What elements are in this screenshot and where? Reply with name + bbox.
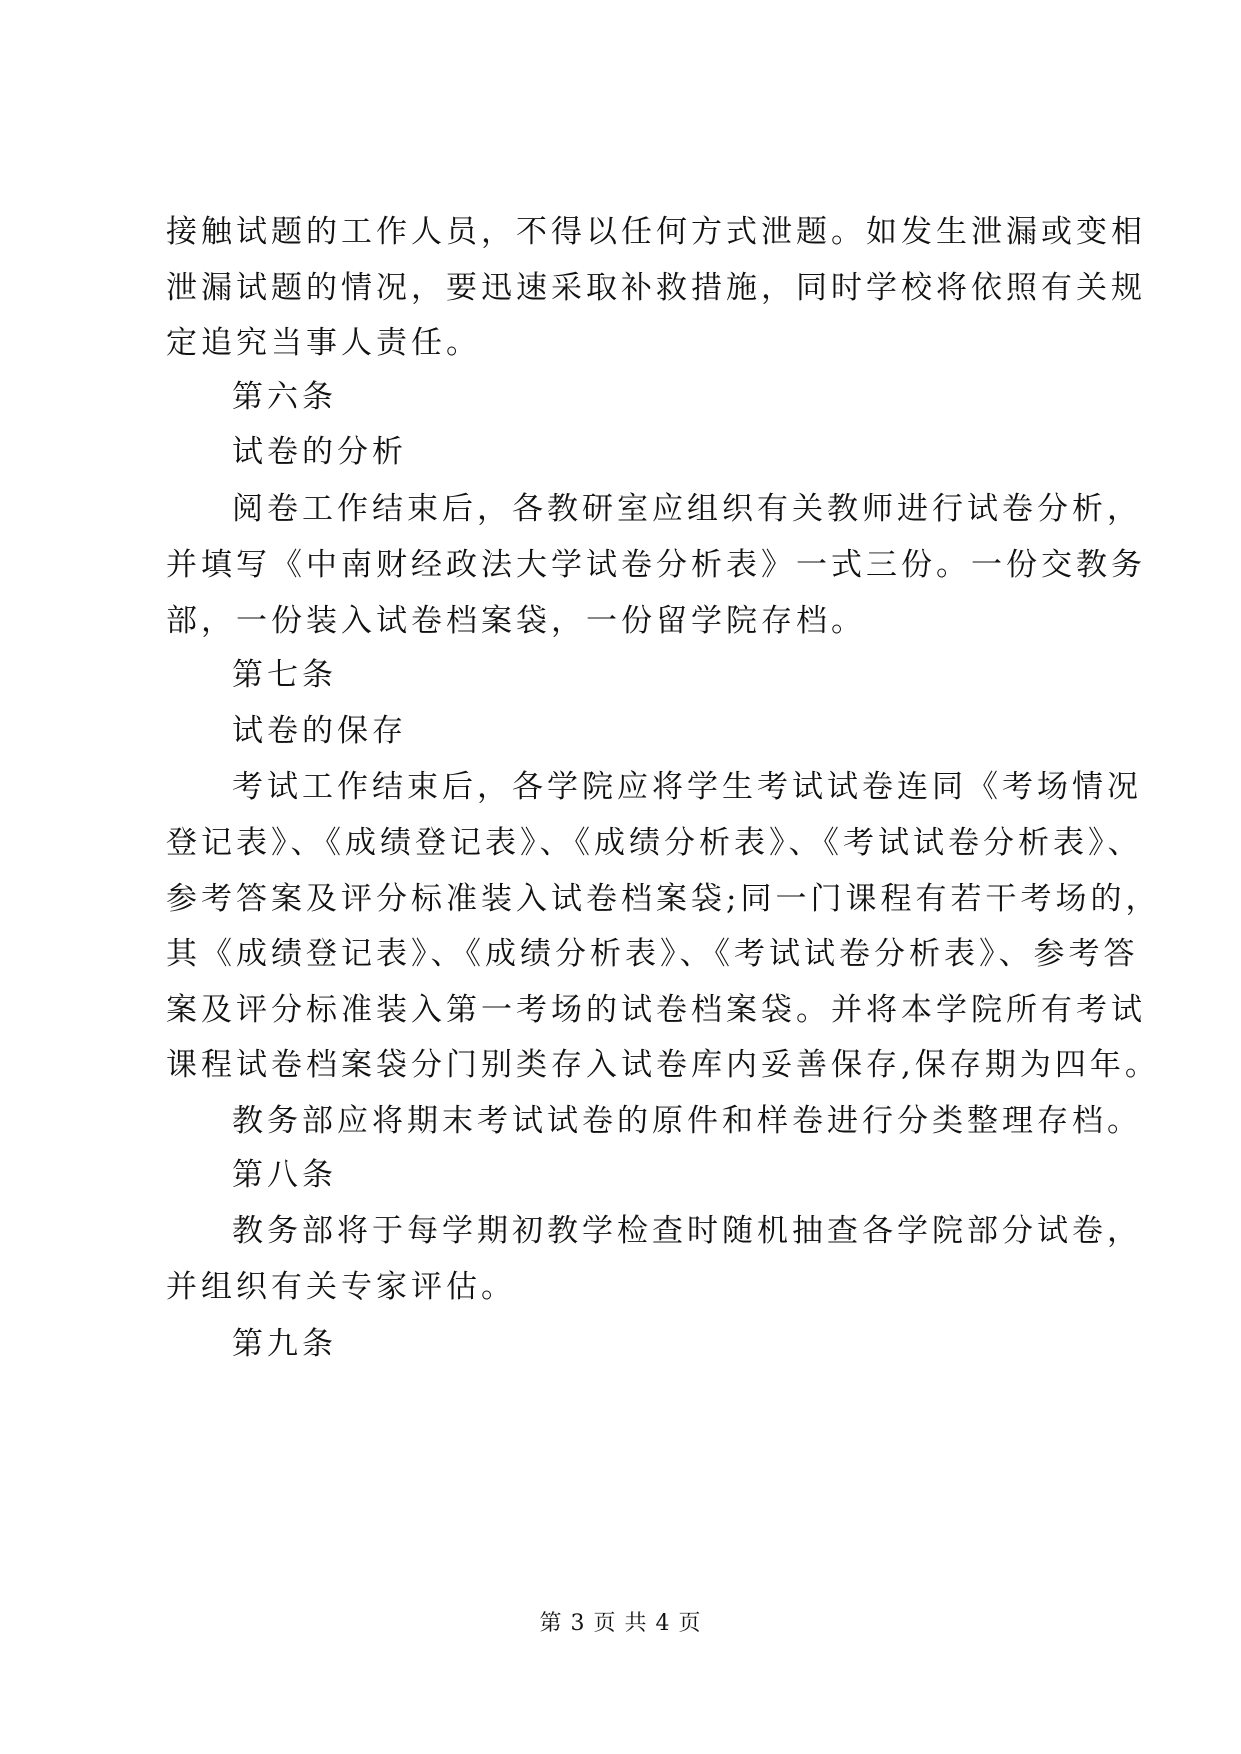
body-text-line: 案及评分标准装入第一考场的试卷档案袋。并将本学院所有考试 [166, 992, 1146, 1028]
article-heading: 第九条 [232, 1326, 337, 1362]
article-heading: 第八条 [232, 1157, 337, 1193]
body-text-line: 阅卷工作结束后，各教研室应组织有关教师进行试卷分析， [232, 491, 1142, 527]
body-text-line: 泄漏试题的情况，要迅速采取补救措施，同时学校将依照有关规 [166, 270, 1146, 306]
body-text-line: 并组织有关专家评估。 [166, 1269, 516, 1305]
body-text-line: 登记表》、《成绩登记表》、《成绩分析表》、《考试试卷分析表》、 [166, 825, 1143, 861]
body-text-line: 接触试题的工作人员，不得以任何方式泄题。如发生泄漏或变相 [166, 214, 1146, 250]
body-text-line: 部，一份装入试卷档案袋，一份留学院存档。 [166, 603, 866, 639]
body-text-line: 考试工作结束后，各学院应将学生考试试卷连同《考场情况 [232, 769, 1142, 805]
section-title: 试卷的分析 [232, 434, 407, 470]
body-text-line: 教务部应将期末考试试卷的原件和样卷进行分类整理存档。 [232, 1103, 1142, 1139]
body-text-line: 教务部将于每学期初教学检查时随机抽查各学院部分试卷， [232, 1213, 1142, 1249]
body-text-line: 并填写《中南财经政法大学试卷分析表》一式三份。一份交教务 [166, 547, 1146, 583]
section-title: 试卷的保存 [232, 713, 407, 749]
body-text-line: 课程试卷档案袋分门别类存入试卷库内妥善保存,保存期为四年。 [166, 1047, 1160, 1083]
body-text-line: 参考答案及评分标准装入试卷档案袋;同一门课程有若干考场的， [166, 881, 1161, 917]
body-text-line: 定追究当事人责任。 [166, 325, 481, 361]
body-text-line: 其《成绩登记表》、《成绩分析表》、《考试试卷分析表》、参考答 [166, 936, 1139, 972]
article-heading: 第六条 [232, 379, 337, 415]
page-footer: 第 3 页 共 4 页 [539, 1611, 702, 1636]
article-heading: 第七条 [232, 657, 337, 693]
